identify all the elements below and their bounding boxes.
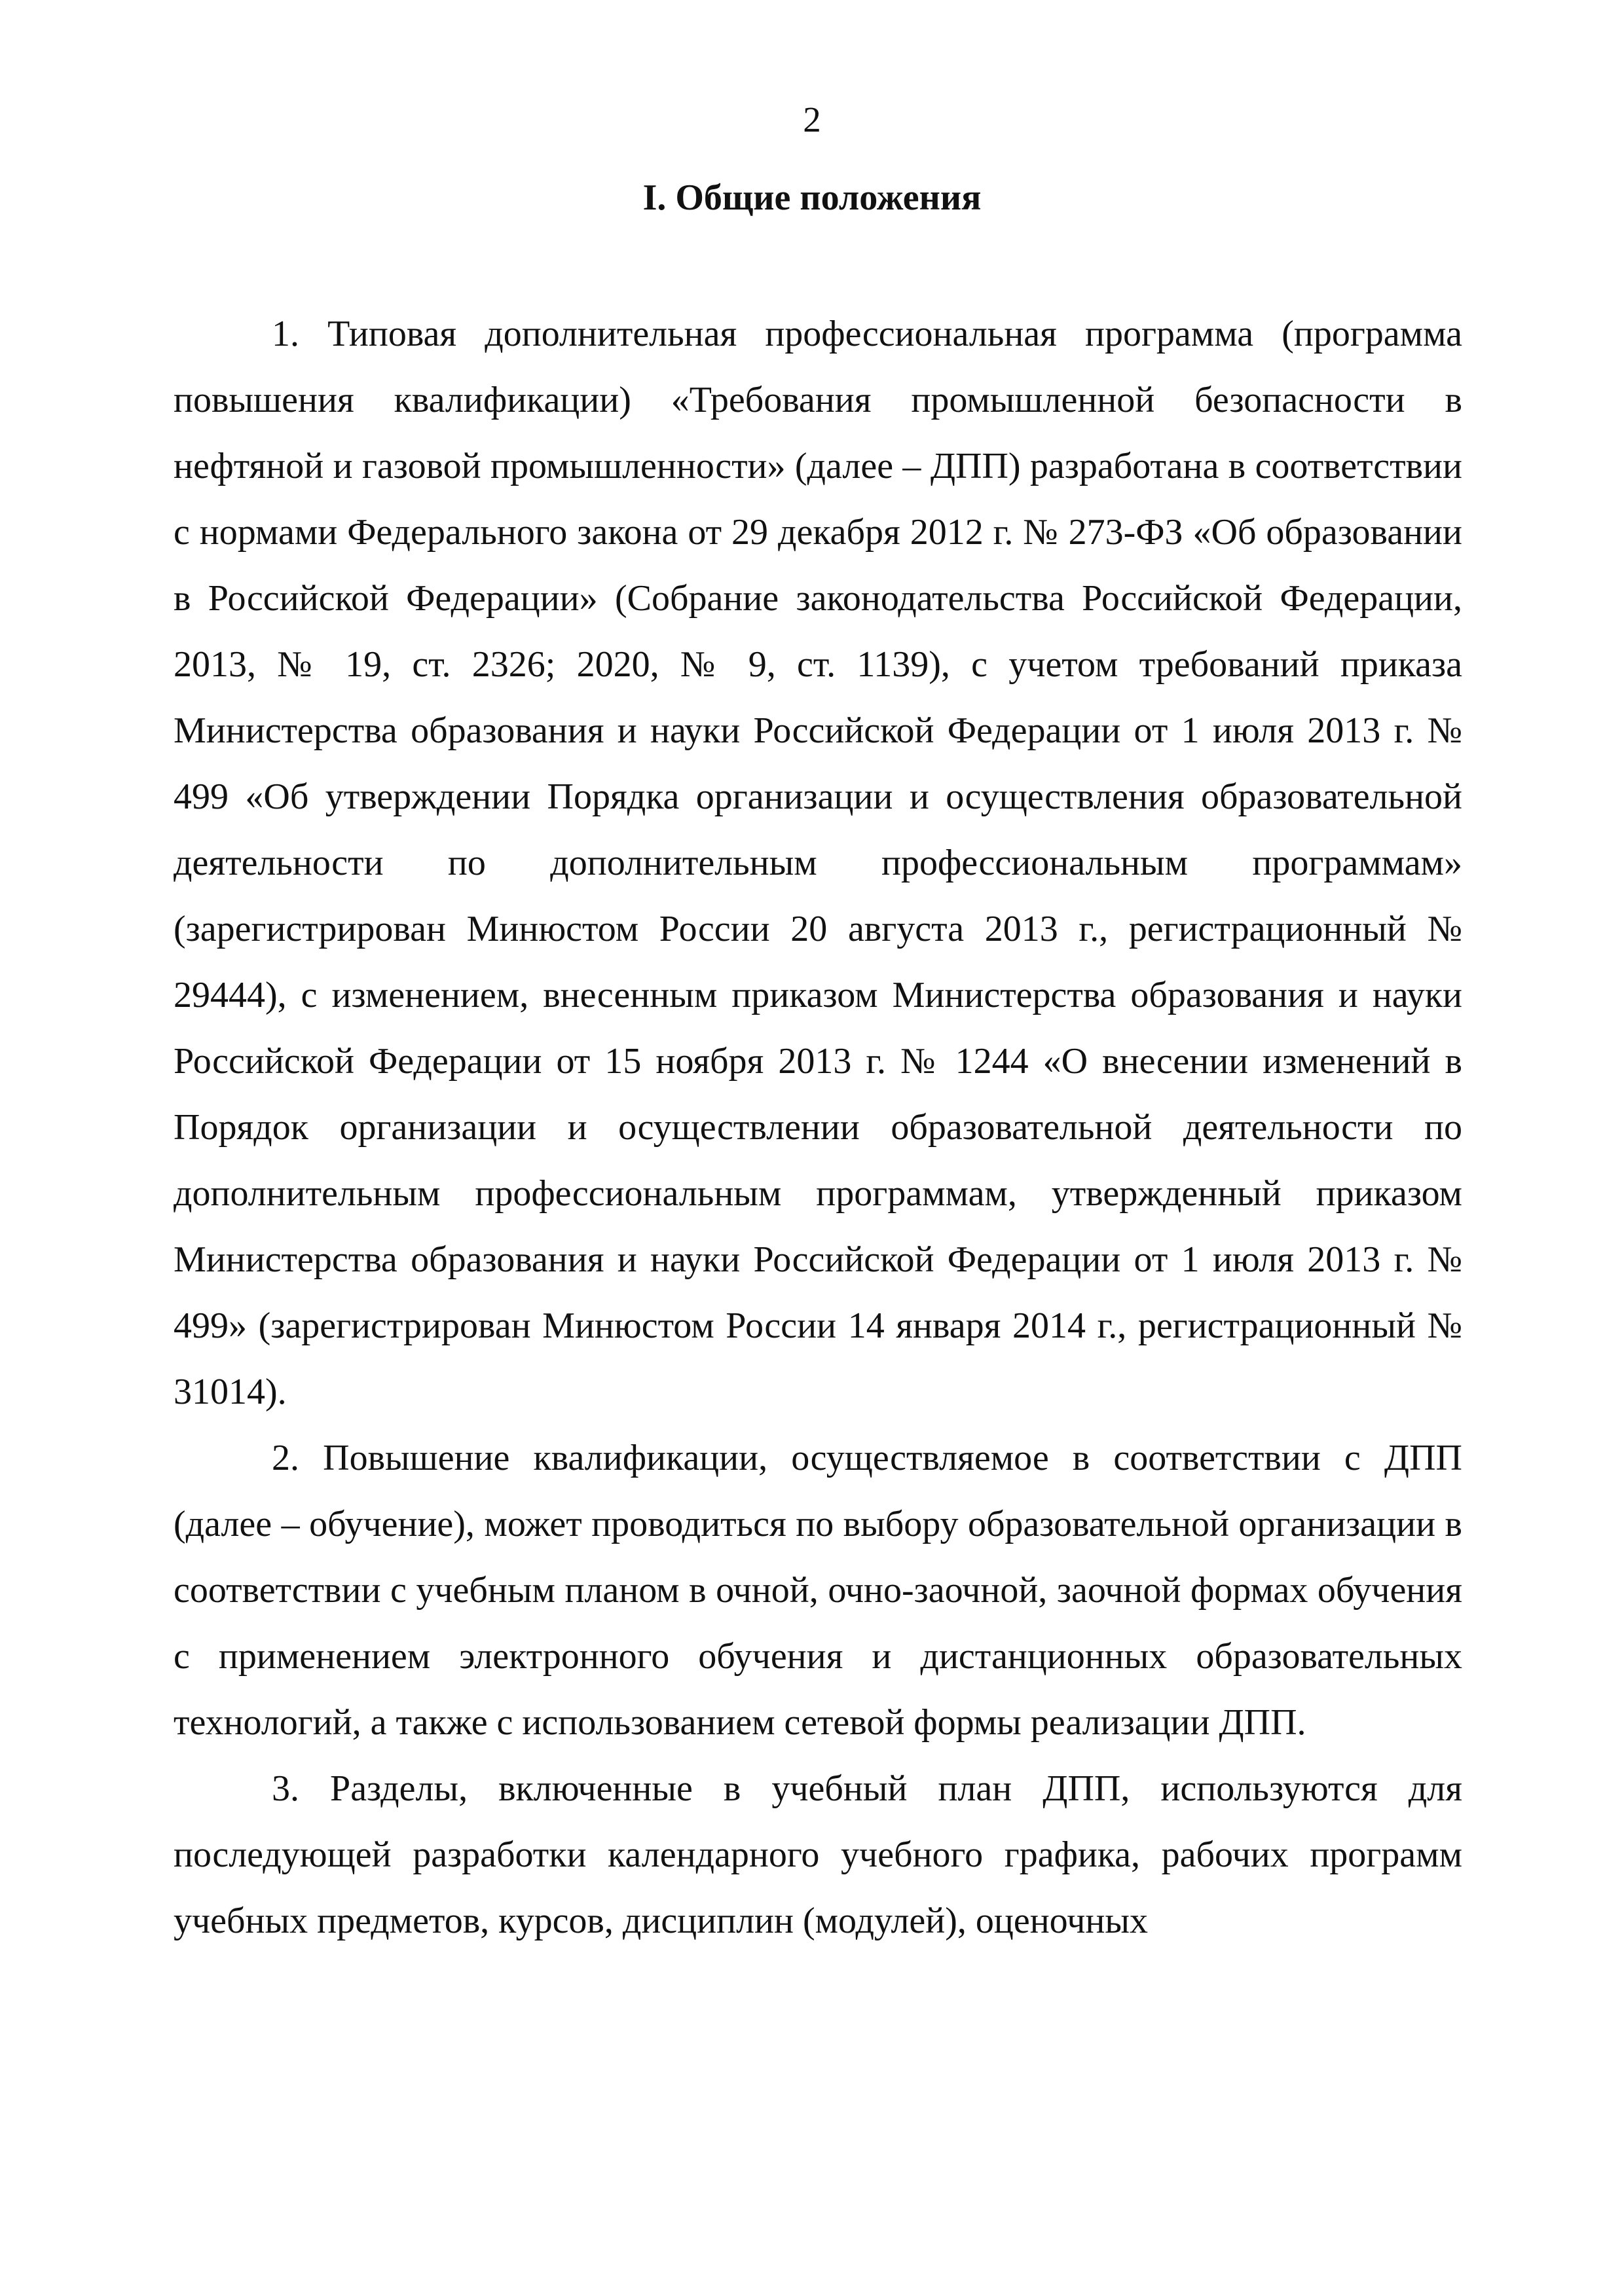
paragraph-1: 1. Типовая дополнительная профессиональная программа (программа повышения квалификации) «Требования промышленной безопасности в нефтяной и газовой промышленности» (далее – ДПП) разработана в соответствии с нормами Федерального закона от 29 декабря 2012 г. № 273-ФЗ «Об образовании в Российской Федерации» (Собрание законодательства Российской Федерации, 2013, № 19, ст. 2326; 2020, № 9, ст. 1139), с учетом требований приказа Министерства образования и науки Российской Федерации от 1 июля 2013 г. № 499 «Об утверждении Порядка организации и осуществления образовательной деятельности по дополнительным профессиональным программам» (зарегистрирован Минюстом России 20 августа 2013 г., регистрационный № 29444), с изменением, внесенным приказом Министерства образования и науки Российской Федерации от 15 ноября 2013 г. № 1244 «О внесении изменений в Порядок организации и осуществлении образовательной деятельности по дополнительным профессиональным программам, утвержденный приказом Министерства образования и науки Российской Федерации от 1 июля 2013 г. № 499» (зарегистрирован Минюстом России 14 января 2014 г., регистрационный № 31014). xyxy=(174,314,1462,1412)
section-title: I. Общие положения xyxy=(642,177,982,218)
document-body xyxy=(174,301,1462,1954)
paragraph-2: 2. Повышение квалификации, осуществляемое в соответствии с ДПП (далее – обучение), может проводиться по выбору образовательной организации в соответствии с учебным планом в очной, очно-заочной, заочной формах обучения с применением электронного обучения и дистанционных образовательных технологий, а также с использованием сетевой формы реализации ДПП. xyxy=(174,1438,1462,1743)
paragraph-3: 3. Разделы, включенные в учебный план ДПП, используются для последующей разработки календарного учебного графика, рабочих программ учебных предметов, курсов, дисциплин (модулей), оценочных xyxy=(174,1768,1462,1941)
page-number: 2 xyxy=(803,100,821,139)
